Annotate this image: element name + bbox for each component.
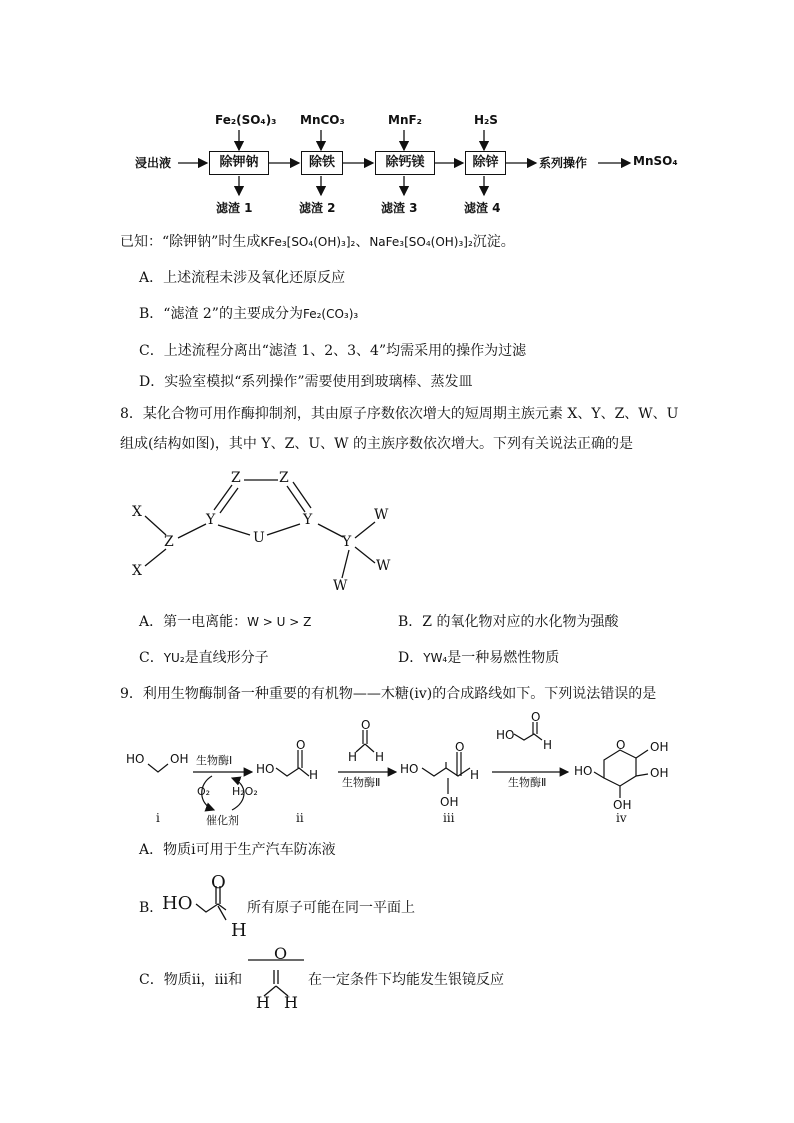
q8-option-a	[139, 612, 311, 632]
q9-ii-o: O	[296, 738, 306, 752]
q9-option-c-o: O	[274, 944, 288, 963]
q9-glycol-h: H	[543, 738, 553, 752]
flow-residue-3: 滤渣 3	[381, 201, 418, 215]
q9-option-b-o: O	[211, 872, 226, 893]
q9-option-b-h: H	[231, 920, 247, 941]
flow-start: 浸出液	[135, 156, 172, 170]
q9-label-iii: ⅲ	[443, 811, 455, 825]
q8-option-c-formula: YU₂	[163, 651, 185, 665]
flow-residue-2: 滤渣 2	[299, 201, 336, 215]
q9-iv-oh-1: OH	[650, 740, 669, 754]
q7-known-formula-1: KFe₃[SO₄(OH)₃]₂	[260, 235, 356, 249]
flow-reagent-1: Fe₂(SO₄)₃	[215, 113, 277, 127]
q8-option-d-formula: YW₄	[423, 651, 448, 665]
q9-enzyme-2: 生物酶Ⅱ	[342, 776, 381, 789]
q7-option-b-formula: Fe₂(CO₃)₃	[302, 307, 359, 321]
q9-iii-oh: OH	[440, 795, 459, 809]
q9-i-ho: HO	[126, 752, 145, 766]
atom-z-top-right: Z	[279, 470, 289, 486]
q9-hcho-h-left: H	[348, 750, 358, 764]
q9-iv-ring-o: O	[616, 738, 626, 752]
q7-option-a: A．上述流程未涉及氧化还原反应	[139, 270, 346, 286]
q8-option-d-suffix: 是一种易燃性物质	[447, 650, 560, 666]
q8-option-c	[139, 648, 269, 668]
atom-y-right: Y	[303, 512, 313, 528]
q9-iii-o: O	[455, 740, 465, 754]
flow-reagent-2: MnCO₃	[300, 113, 345, 127]
flow-box-3: 除钙镁	[375, 151, 435, 175]
q7-option-c: C．上述流程分离出“滤渣 1、2、3、4”均需采用的操作为过滤	[139, 343, 527, 359]
atom-x-1: X	[132, 504, 142, 520]
q9-option-a: A．物质ⅰ可用于生产汽车防冻液	[139, 842, 336, 858]
atom-u: U	[253, 530, 265, 546]
q9-iv-oh-2: OH	[650, 766, 669, 780]
atom-y-center: Y	[342, 534, 352, 550]
flow-box-1: 除钾钠	[209, 151, 269, 175]
flow-box-2: 除铁	[301, 151, 343, 175]
q7-known-prefix: 已知：“除钾钠”时生成	[120, 234, 261, 250]
atom-w-right: W	[376, 558, 391, 574]
q9-label-i: ⅰ	[156, 811, 160, 825]
q9-option-c-suffix: 在一定条件下均能发生银镜反应	[308, 972, 504, 988]
flow-end-label: 系列操作	[539, 156, 588, 170]
q9-catalyst: 催化剂	[206, 814, 239, 827]
q8-option-c-suffix: 是直线形分子	[184, 650, 269, 666]
atom-y-left: Y	[206, 512, 216, 528]
atom-w-top: W	[374, 507, 389, 523]
q9-hcho-h-right: H	[375, 750, 385, 764]
q9-ii-h: H	[309, 768, 319, 782]
flow-reagent-4: H₂S	[474, 113, 498, 127]
atom-z-left: Z	[164, 534, 174, 550]
q9-hcho-o: O	[361, 718, 371, 732]
q9-h2o2: H₂O₂	[232, 785, 258, 798]
q9-label-iv: ⅳ	[616, 811, 627, 825]
q7-known-suffix: 沉淀。	[472, 234, 515, 250]
q8-option-d	[398, 648, 559, 668]
q8-option-d-prefix: D．	[398, 650, 424, 666]
q9-glycol-ho: HO	[496, 728, 515, 742]
q9-iii-ho: HO	[400, 762, 419, 776]
q8-stem-line-2: 组成(结构如图)，其中 Y、Z、U、W 的主族序数依次增大。下列有关说法正确的是	[120, 436, 633, 452]
q9-label-ii: ⅱ	[296, 811, 304, 825]
q7-option-d: D．实验室模拟“系列操作”需要使用到玻璃棒、蒸发皿	[139, 374, 473, 390]
q8-stem-line-1: 8．某化合物可用作酶抑制剂，其由原子序数依次增大的短周期主族元素 X、Y、Z、W、U	[120, 406, 679, 422]
q9-option-b-ho: HO	[162, 893, 193, 914]
q9-iv-ho: HO	[574, 764, 593, 778]
q9-iv-oh-3: OH	[613, 798, 632, 812]
q7-known-sep: 、	[355, 234, 370, 250]
q9-option-c-h-left: H	[256, 993, 270, 1012]
q8-option-a-expr: W > U > Z	[247, 615, 312, 629]
q7-known-formula-2: NaFe₃[SO₄(OH)₃]₂	[369, 235, 473, 249]
q9-o2: O₂	[197, 785, 211, 798]
q9-route-drawing	[0, 700, 794, 830]
q9-glycol-o: O	[531, 710, 541, 724]
q9-i-oh: OH	[170, 752, 189, 766]
q9-option-c-prefix: C．物质ⅱ，ⅲ和	[139, 972, 243, 988]
q9-enzyme-1: 生物酶Ⅰ	[196, 754, 233, 767]
flow-reagent-3: MnF₂	[388, 113, 422, 127]
flow-product: MnSO₄	[633, 154, 678, 168]
q9-enzyme-3: 生物酶Ⅱ	[508, 776, 547, 789]
atom-w-bottom: W	[333, 578, 348, 594]
q9-option-b-prefix: B．	[139, 900, 164, 916]
q9-ii-ho: HO	[256, 762, 275, 776]
atom-x-2: X	[132, 563, 142, 579]
q9-option-c-h-right: H	[284, 993, 298, 1012]
q9-option-b-suffix: 所有原子可能在同一平面上	[247, 900, 415, 916]
q8-option-c-prefix: C．	[139, 650, 164, 666]
q9-iii-h: H	[470, 768, 480, 782]
q8-option-a-prefix: A．第一电离能：	[139, 614, 248, 630]
flow-residue-1: 滤渣 1	[216, 201, 253, 215]
q7-option-b-prefix: B．“滤渣 2”的主要成分为	[139, 306, 303, 322]
q9-stem: 9．利用生物酶制备一种重要的有机物——木糖(ⅳ)的合成路线如下。下列说法错误的是	[120, 686, 657, 702]
flow-box-4: 除锌	[465, 151, 506, 175]
q8-option-b: B．Z 的氧化物对应的水化物为强酸	[398, 614, 619, 630]
flow-residue-4: 滤渣 4	[464, 201, 501, 215]
atom-z-top-left: Z	[231, 470, 241, 486]
